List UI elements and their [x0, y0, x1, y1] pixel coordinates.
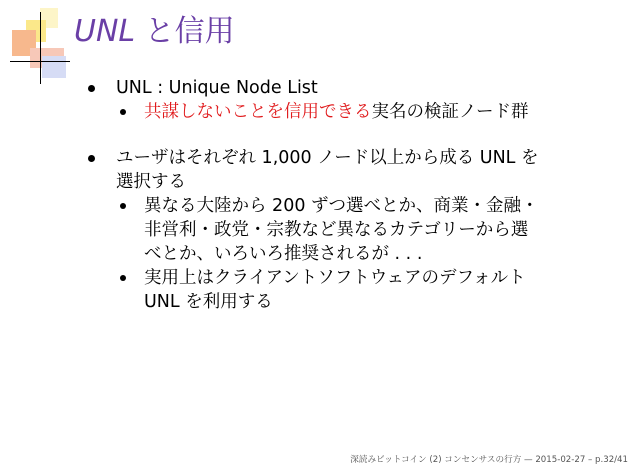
logo-horizontal-line	[10, 61, 70, 62]
logo-square-blue	[42, 56, 66, 78]
slide-title-prefix: UNL	[74, 14, 136, 49]
sub-bullet-text-line-2: UNL を利用する	[144, 292, 273, 312]
sub-bullet-dot-icon	[120, 203, 126, 209]
bullet-item-unl	[88, 76, 608, 100]
bullet-text-line-1: ユーザはそれぞれ 1,000 ノード以上から成る UNL を	[116, 148, 539, 168]
bullet-item-user-selection	[88, 146, 608, 194]
slide-content	[88, 76, 608, 314]
slide-title	[74, 12, 235, 52]
sub-bullet-item-default-unl	[88, 266, 608, 314]
sub-bullet-dot-icon	[120, 275, 126, 281]
sub-bullet-text-line-3: べとか、いろいろ推奨されるが . . .	[144, 244, 423, 264]
logo-vertical-line	[40, 12, 41, 84]
sub-bullet-text-line-1: 実用上はクライアントソフトウェアのデフォルト	[144, 268, 526, 288]
slide-logo	[0, 0, 80, 80]
bullet-dot-icon	[88, 155, 95, 162]
sub-bullet-text-line-1: 異なる大陸から 200 ずつ選べとか、商業・金融・	[144, 196, 539, 216]
sub-bullet-text: 実名の検証ノード群	[371, 102, 529, 122]
sub-bullet-text-line-2: 非営利・政党・宗教など異なるカテゴリーから選	[144, 220, 529, 240]
sub-bullet-item-recommendations	[88, 194, 608, 266]
slide-footer: 深読みビットコイン (2) コンセンサスの行方 — 2015-02-27 – p.32/41	[350, 455, 628, 465]
spacer	[88, 124, 608, 146]
bullet-dot-icon	[88, 85, 95, 92]
emphasis-text: 共謀しないことを信用できる	[144, 102, 372, 122]
bullet-text-line-2: 選択する	[116, 172, 186, 192]
sub-bullet-dot-icon	[120, 109, 126, 115]
slide-title-suffix: と信用	[135, 14, 235, 49]
sub-bullet-item-unl-definition	[88, 100, 608, 124]
bullet-text: UNL : Unique Node List	[116, 78, 318, 98]
